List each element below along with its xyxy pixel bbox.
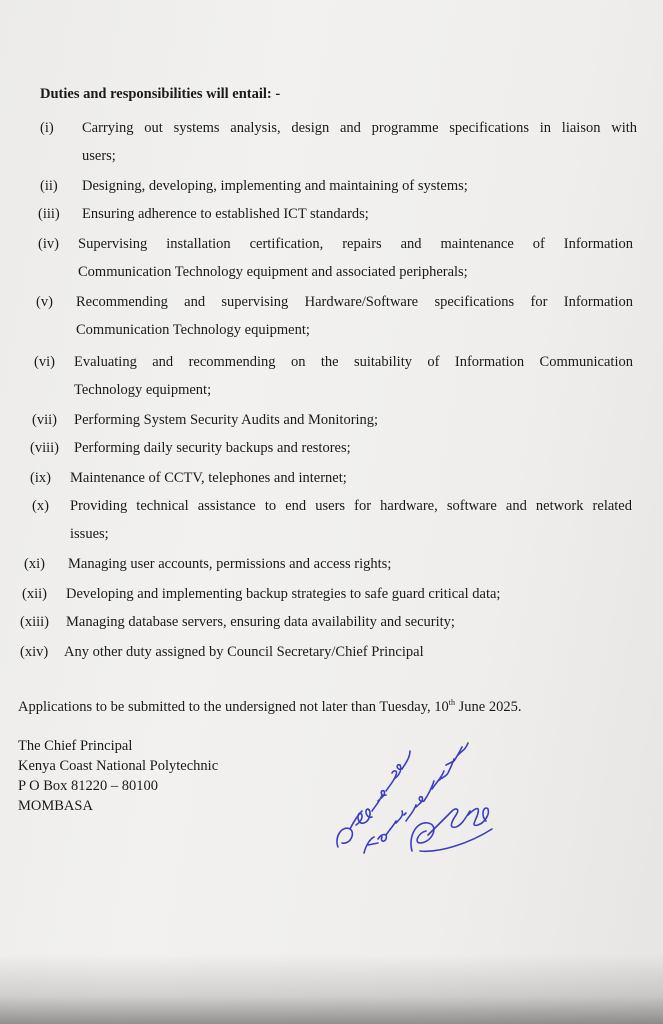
duty-text-line: Developing and implementing backup strategies to safe guard critical data; — [66, 586, 501, 602]
deadline-ordinal: th — [448, 698, 456, 707]
deadline-text-end: June 2025. — [455, 699, 522, 715]
duty-text-line: Ensuring adherence to established ICT standards; — [82, 206, 369, 222]
address-line-institution: Kenya Coast National Polytechnic — [18, 758, 219, 774]
duty-text-line: Managing database servers, ensuring data availability and security; — [66, 614, 455, 630]
duties-heading: Duties and responsibilities will entail: - — [40, 86, 281, 102]
duty-number: (vi) — [34, 354, 55, 370]
duty-number: (i) — [40, 120, 54, 136]
duty-text-line: issues; — [70, 526, 109, 542]
duty-text-line: Supervising installation certification, repairs and maintenance of Information — [78, 236, 633, 252]
duty-number: (iii) — [38, 206, 60, 222]
duty-number: (viii) — [30, 440, 59, 456]
duty-number: (iv) — [38, 236, 59, 252]
duty-text-line: Performing daily security backups and restores; — [74, 440, 351, 456]
address-line-pobox: P O Box 81220 – 80100 — [18, 778, 159, 794]
duty-text-line: Designing, developing, implementing and maintaining of systems; — [82, 178, 468, 194]
deadline-text: Applications to be submitted to the undersigned not later than Tuesday, 10 — [18, 699, 449, 715]
duty-text-line: Any other duty assigned by Council Secretary/Chief Principal — [64, 644, 424, 660]
duty-number: (ix) — [30, 470, 51, 486]
address-line-title: The Chief Principal — [18, 738, 133, 754]
duty-number: (vii) — [32, 412, 57, 428]
duty-text-line: Performing System Security Audits and Monitoring; — [74, 412, 379, 428]
duty-text-line: Recommending and supervising Hardware/Software specifications for Information — [76, 294, 633, 310]
duty-text-line: users; — [82, 148, 116, 164]
address-line-city: MOMBASA — [18, 798, 93, 814]
page-shadow — [0, 954, 663, 1024]
application-deadline — [18, 698, 521, 716]
duty-number: (v) — [36, 294, 53, 310]
duty-number: (xiv) — [20, 644, 49, 660]
duty-text-line: Managing user accounts, permissions and access rights; — [68, 556, 392, 572]
duty-text-line: Evaluating and recommending on the suitability of Information Communication — [74, 354, 633, 370]
duty-number: (xii) — [22, 586, 47, 602]
duty-text-line: Technology equipment; — [74, 382, 212, 398]
duty-number: (xiii) — [20, 614, 49, 630]
duty-text-line: Communication Technology equipment and associated peripherals; — [78, 264, 468, 280]
duty-text-line: Communication Technology equipment; — [76, 322, 310, 338]
duty-number: (x) — [32, 498, 49, 514]
duty-number: (ii) — [40, 178, 58, 194]
duty-text-line: Maintenance of CCTV, telephones and internet; — [70, 470, 347, 486]
duty-text-line: Providing technical assistance to end users for hardware, software and network related — [70, 498, 632, 514]
duty-text-line: Carrying out systems analysis, design and programme specifications in liaison with — [82, 120, 637, 136]
approval-signature — [320, 725, 510, 875]
duty-number: (xi) — [24, 556, 45, 572]
